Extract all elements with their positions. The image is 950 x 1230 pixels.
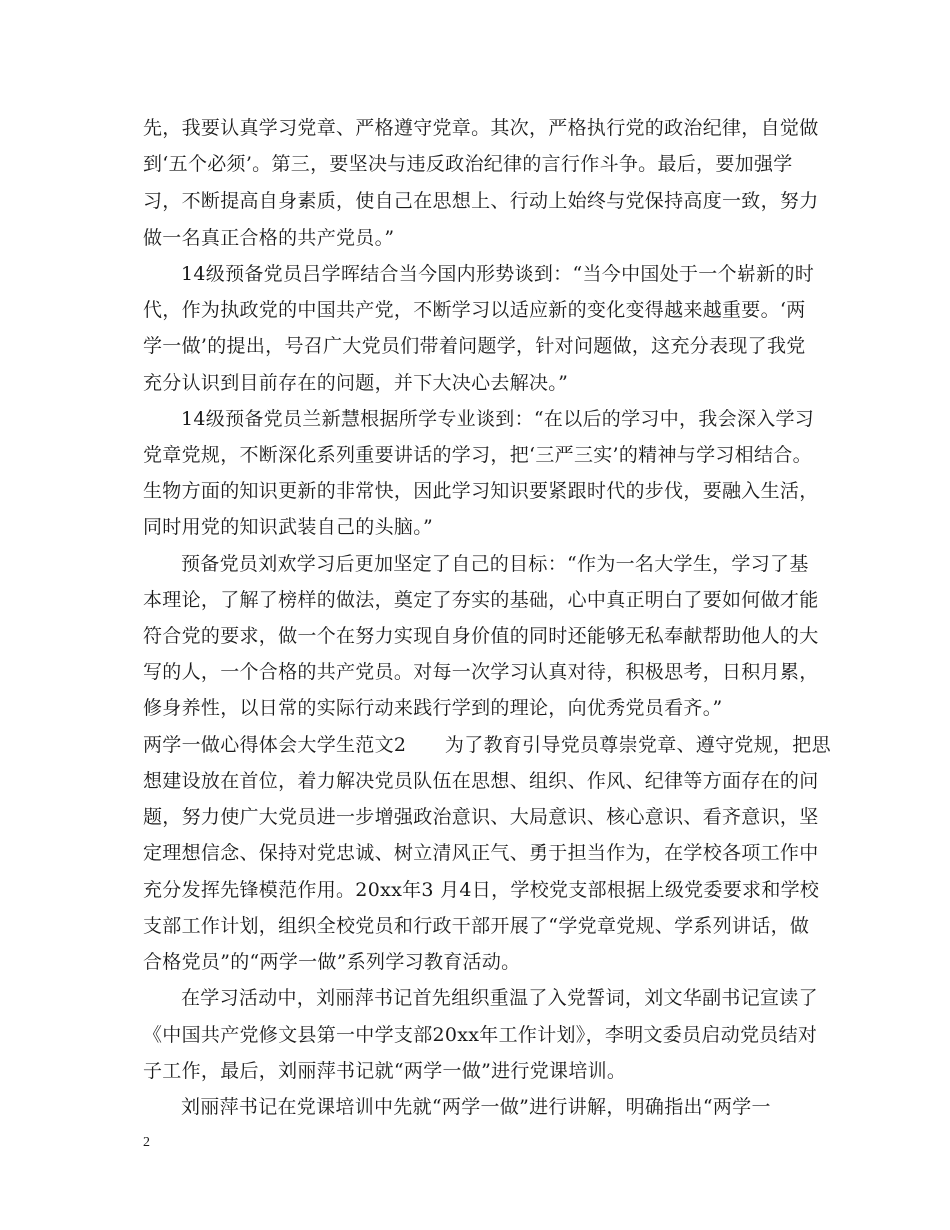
text-line: 支部工作计划，组织全校党员和行政干部开展了“学党章党规、学系列讲话，做: [143, 915, 810, 937]
text-line: 生物方面的知识更新的非常快，因此学习知识要紧跟时代的步伐，要融入生活，: [143, 480, 819, 502]
text-line: 定理想信念、保持对党忠诚、树立清风正气、勇于担当作为，在学校各项工作中: [143, 842, 819, 864]
text-line: 习，不断提高自身素质，使自己在思想上、行动上始终与党保持高度一致，努力: [143, 190, 819, 212]
text-line: 学一做’的提出，号召广大党员们带着问题学，针对问题做，这充分表现了我党: [143, 335, 806, 357]
paragraph-first-line: 预备党员刘欢学习后更加坚定了自己的目标：“作为一名大学生，学习了基: [181, 553, 809, 575]
text-line: 想建设放在首位，着力解决党员队伍在思想、组织、作风、纪律等方面存在的问: [143, 770, 819, 792]
text-line: 代，作为执政党的中国共产党，不断学习以适应新的变化变得越来越重要。‘两: [143, 299, 806, 321]
paragraph-first-line: 14级预备党员吕学晖结合当今国内形势谈到：“当今中国处于一个崭新的时: [181, 263, 815, 285]
text-line: 《中国共产党修文县第一中学支部20xx年工作计划》，李明文委员启动党员结对: [143, 1024, 818, 1046]
paragraph-first-line: 刘丽萍书记在党课培训中先就“两学一做”进行讲解，明确指出“两学一: [181, 1096, 771, 1118]
text-line: 写的人，一个合格的共产党员。对每一次学习认真对待，积极思考，日积月累，: [143, 661, 819, 683]
page-number: 2: [143, 1135, 150, 1150]
text-line: 做一名真正合格的共产党员。”: [143, 227, 395, 249]
text-line: 符合党的要求，做一个在努力实现自身价值的同时还能够无私奉献帮助他人的大: [143, 625, 819, 647]
text-line: 同时用党的知识武装自己的头脑。”: [143, 516, 434, 538]
text-line: 党章党规，不断深化系列重要讲话的学习，把‘三严三实’的精神与学习相结合。: [143, 444, 812, 466]
text-line: 本理论，了解了榜样的做法，奠定了夯实的基础，心中真正明白了要如何做才能: [143, 589, 819, 611]
text-line: 修身养性，以日常的实际行动来践行学到的理论，向优秀党员看齐。”: [143, 697, 723, 719]
text-line: 先，我要认真学习党章、严格遵守党章。其次，严格执行党的政治纪律，自觉做: [143, 117, 819, 139]
paragraph-first-line: 在学习活动中，刘丽萍书记首先组织重温了入党誓词，刘文华副书记宣读了: [181, 987, 818, 1009]
text-line: 子工作，最后，刘丽萍书记就“两学一做”进行党课培训。: [143, 1060, 627, 1082]
section-heading-line: 两学一做心得体会大学生范文2 为了教育引导党员尊崇党章、遵守党规，把思: [143, 734, 831, 756]
text-line: 题，努力使广大党员进一步增强政治意识、大局意识、核心意识、看齐意识，坚: [143, 806, 819, 828]
text-line: 充分发挥先锋模范作用。20xx年3 月4日，学校党支部根据上级党委要求和学校: [143, 879, 820, 901]
paragraph-first-line: 14级预备党员兰新慧根据所学专业谈到：“在以后的学习中，我会深入学习: [181, 408, 815, 430]
text-line: 合格党员”的“两学一做”系列学习教育活动。: [143, 951, 521, 973]
text-line: 充分认识到目前存在的问题，并下大决心去解决。”: [143, 372, 569, 394]
text-line: 到‘五个必须’。第三，要坚决与违反政治纪律的言行作斗争。最后，要加强学: [143, 153, 793, 175]
